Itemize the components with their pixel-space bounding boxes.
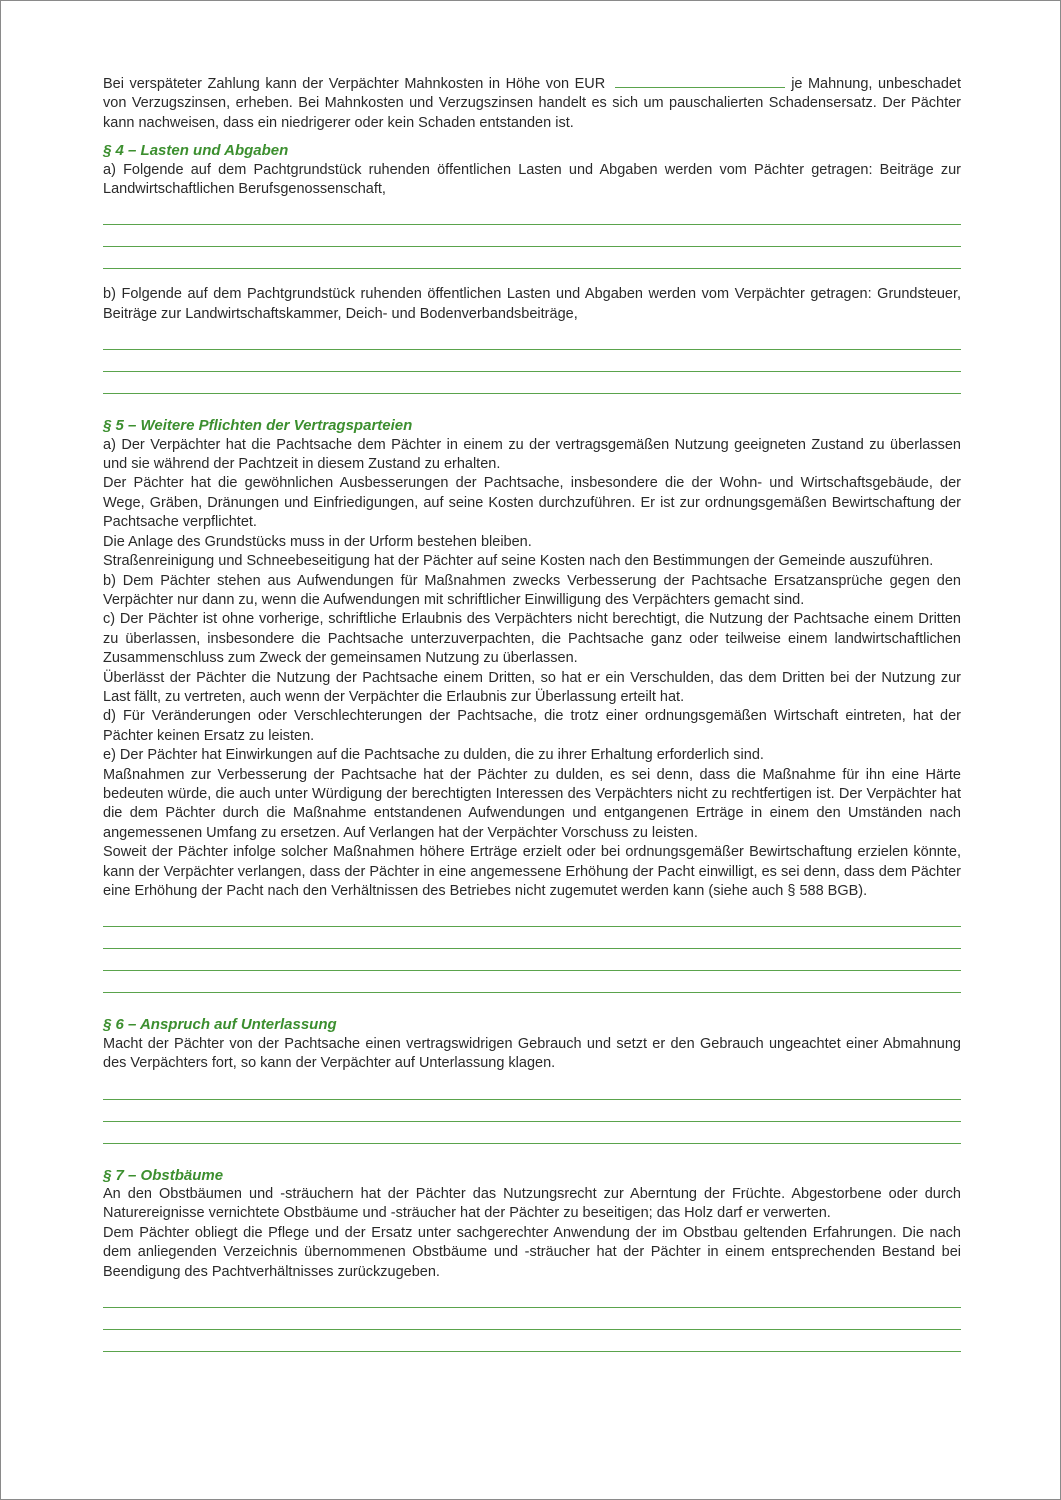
section-7-p2: Dem Pächter obliegt die Pflege und der Ersatz unter sachgerechter Anwendung der im Obstbau geltenden Erfahrungen. Die nach dem anliegenden Verzeichnis übernommenen Obstbäume und -sträucher hat der Pächter in einem entsprechenden Bestand bei Beendigung des Pachtverhältnisses zurückzugeben. [103, 1224, 961, 1280]
section-5-d: d) Für Veränderungen oder Verschlechterungen der Pachtsache, die trotz einer ordnungsgemäßen Wirtschaft eintreten, hat der Pächter keinen Ersatz zu leisten. [103, 708, 961, 744]
section-7-fill-lines [103, 1286, 961, 1352]
fill-line[interactable] [103, 350, 961, 372]
section-5-a2: Der Pächter hat die gewöhnlichen Ausbesserungen der Pachtsache, insbesondere die der Wohn- und Wirtschaftsgebäude, der Wege, Gräben, Dränungen und Einfriedigungen, auf seine Kosten durchzuführen. Er ist zur ordnungsgemäßen Bewirtschaftung der Pachtsache verpflichtet. [103, 475, 961, 531]
fill-line[interactable] [103, 372, 961, 394]
fill-line[interactable] [103, 949, 961, 971]
section-6-fill-lines [103, 1078, 961, 1144]
document-content [103, 74, 961, 1352]
section-5-e3: Soweit der Pächter infolge solcher Maßnahmen höhere Erträge erzielt oder bei ordnungsgemäßer Bewirtschaftung erzielen könnte, kann der Verpächter verlangen, dass der Pächter in eine angemessene Erhöhung der Pacht einwilligt, es sei denn, dass dem Pächter eine Erhöhung der Pacht nach den Verhältnissen des Betriebes nicht zugemutet werden kann (siehe auch § 588 BGB). [103, 844, 961, 899]
section-6-text: Macht der Pächter von der Pachtsache einen vertragswidrigen Gebrauch und setzt er den Gebrauch ungeachtet einer Abmahnung des Verpächters fort, so kann der Verpächter auf Unterlassung klagen. [103, 1035, 961, 1072]
section-5-c1: c) Der Pächter ist ohne vorherige, schriftliche Erlaubnis des Verpächters nicht berechtigt, die Nutzung der Pachtsache einem Dritten zu überlassen, insbesondere die Pachtsache unterzuverpachten, die Pachtsache ganz oder teilweise einem landwirtschaftlichen Zusammenschluss zum Zweck der gemeinsamen Nutzung zu überlassen. [103, 611, 961, 667]
section-6-heading: § 6 – Anspruch auf Unterlassung [103, 1016, 337, 1034]
fill-line[interactable] [103, 247, 961, 269]
fill-line[interactable] [103, 971, 961, 993]
fill-line[interactable] [103, 905, 961, 927]
section-5-a4: Straßenreinigung und Schneebeseitigung hat der Pächter auf seine Kosten nach den Bestimmungen der Gemeinde auszuführen. [103, 553, 934, 570]
section-7-heading: § 7 – Obstbäume [103, 1166, 224, 1184]
intro-text-rest: unbeschadet von Verzugszinsen, erheben. Bei Mahnkosten und Verzugszinsen handelt es sich um pauschalierten Schadensersatz. Der Pächter kann nachweisen, dass ein niedrigerer oder kein Schaden entstanden ist. [103, 76, 962, 131]
section-5-c2: Überlässt der Pächter die Nutzung der Pachtsache einem Dritten, so hat er ein Verschulden, das dem Dritten bei der Nutzung zur Last fällt, zu vertreten, auch wenn der Verpächter die Erlaubnis zur Überlassung erteilt hat. [103, 669, 961, 705]
intro-text-before: Bei verspäteter Zahlung kann der Verpächter Mahnkosten in Höhe von EUR [103, 76, 606, 92]
reminder-fee-field[interactable] [615, 74, 785, 88]
section-5-b: b) Dem Pächter stehen aus Aufwendungen für Maßnahmen zwecks Verbesserung der Pachtsache Ersatzansprüche gegen den Verpächter nur dann zu, wenn die Aufwendungen mit schriftlicher Einwilligung des Verpächters gemacht sind. [103, 572, 961, 608]
section-5-e2: Maßnahmen zur Verbesserung der Pachtsache hat der Pächter zu dulden, es sei denn, dass die Maßnahme für ihn eine Härte bedeuten würde, die auch unter Würdigung der berechtigten Interessen des Verpächters nicht zu rechtfertigen ist. Der Verpächter hat die dem Pächter durch die Maßnahme entstandenen Aufwendungen und entgangenen Erträge in einem den Umständen nach angemessenen Umfang zu ersetzen. Auf Verlangen hat der Verpächter Vorschuss zu leisten. [103, 766, 961, 841]
section-4-b: b) Folgende auf dem Pachtgrundstück ruhenden öffentlichen Lasten und Abgaben werden vom Verpächter getragen: Grundsteuer, Beiträge zur Landwirtschaftskammer, Deich- und Bodenverbandsbeiträge, [103, 286, 961, 322]
fill-line[interactable] [103, 1100, 961, 1122]
section-7-p1: An den Obstbäumen und -sträuchern hat der Pächter das Nutzungsrecht zur Aberntung der Früchte. Abgestorbene oder durch Naturereignisse vernichtete Obstbäume und -sträucher hat der Pächter zu beseitigen; das Holz darf er verwerten. [103, 1186, 961, 1222]
fill-line[interactable] [103, 225, 961, 247]
fill-line[interactable] [103, 927, 961, 949]
fill-line[interactable] [103, 1122, 961, 1144]
intro-paragraph [103, 74, 961, 133]
fill-line[interactable] [103, 328, 961, 350]
fill-line[interactable] [103, 1078, 961, 1100]
section-4-b-fill-lines [103, 328, 961, 394]
fill-line[interactable] [103, 1330, 961, 1352]
fill-line[interactable] [103, 1308, 961, 1330]
intro-text-after: je Mahnung, [791, 76, 873, 92]
section-5-a3: Die Anlage des Grundstücks muss in der Urform bestehen bleiben. [103, 533, 532, 550]
section-5-fill-lines [103, 905, 961, 993]
section-4-a: a) Folgende auf dem Pachtgrundstück ruhenden öffentlichen Lasten und Abgaben werden vom Pächter getragen: Beiträge zur Landwirtschaftlichen Berufsgenossenschaft, [103, 161, 961, 198]
fill-line[interactable] [103, 1286, 961, 1308]
fill-line[interactable] [103, 203, 961, 225]
section-4-a-fill-lines [103, 203, 961, 269]
section-4-heading: § 4 – Lasten und Abgaben [103, 142, 289, 160]
section-5-a1: a) Der Verpächter hat die Pachtsache dem Pächter in einem zu der vertragsgemäßen Nutzung geeigneten Zustand zu überlassen und sie während der Pachtzeit in diesem Zustand zu erhalten. [103, 436, 961, 473]
section-5-heading: § 5 – Weitere Pflichten der Vertragsparteien [103, 417, 413, 435]
section-5-e1: e) Der Pächter hat Einwirkungen auf die Pachtsache zu dulden, die zu ihrer Erhaltung erforderlich sind. [103, 747, 764, 764]
